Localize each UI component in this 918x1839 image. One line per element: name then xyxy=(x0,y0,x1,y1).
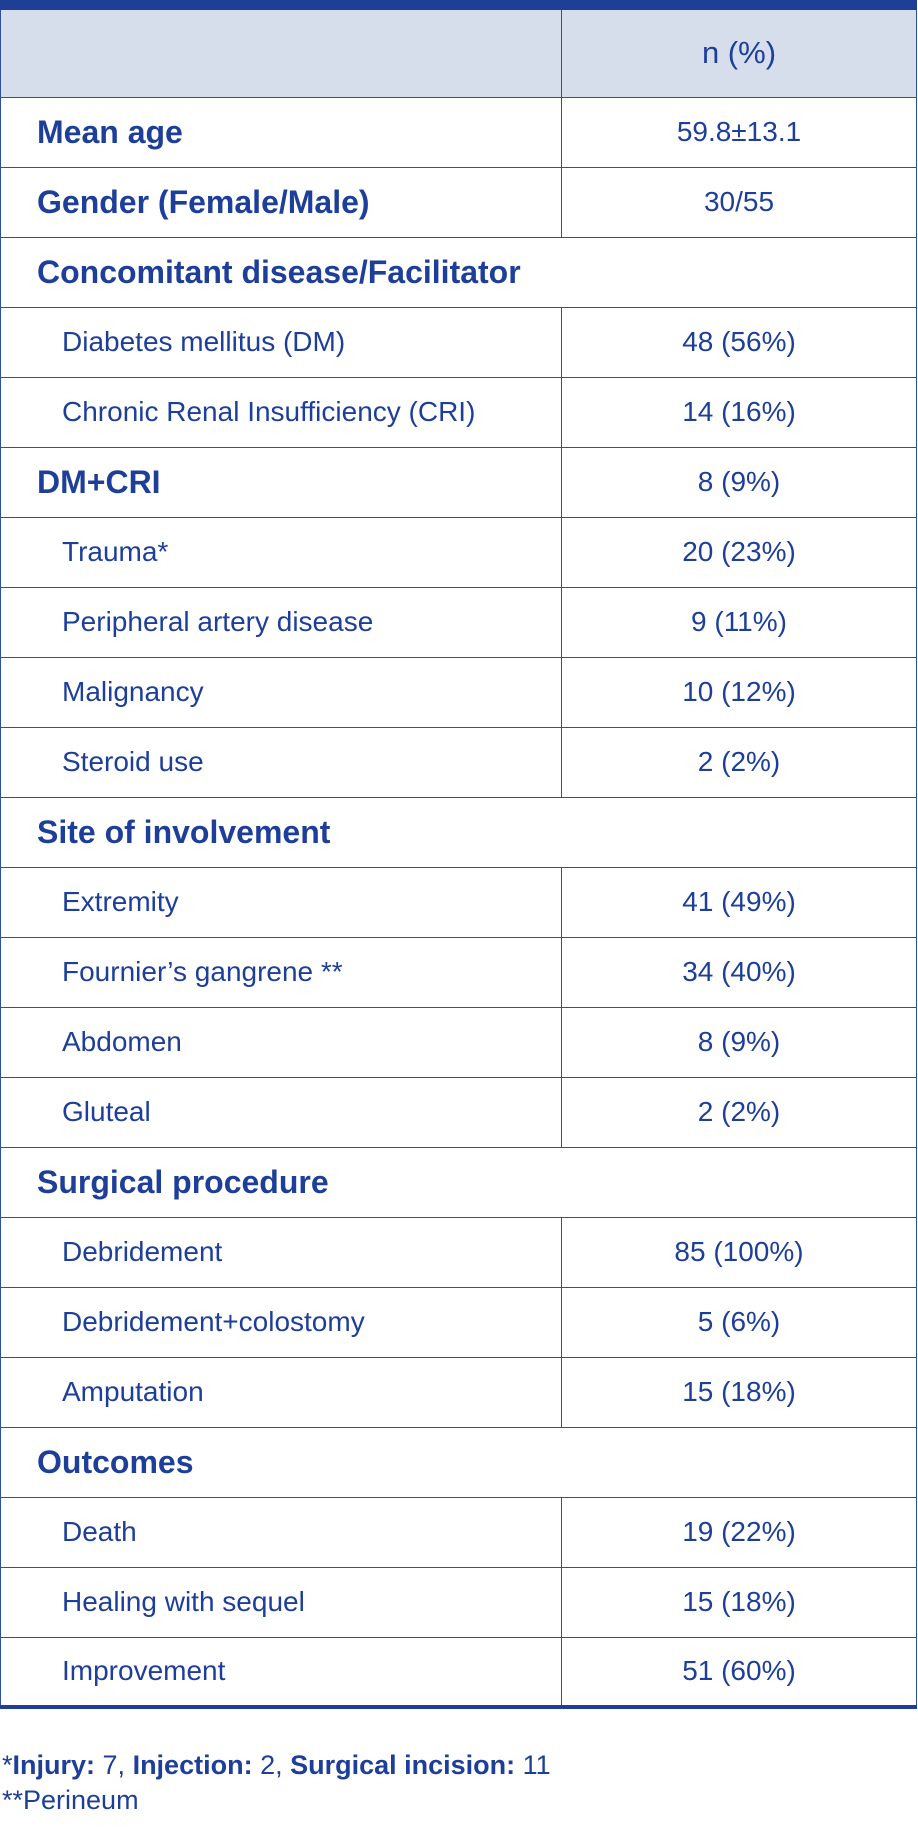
table-body xyxy=(1,97,917,1707)
table-row xyxy=(1,1077,917,1147)
table-row xyxy=(1,167,917,237)
footnote-injection-value: 2, xyxy=(252,1750,291,1780)
footnote-1-prefix: * xyxy=(2,1750,13,1780)
row-label: Steroid use xyxy=(1,727,562,797)
row-label: DM+CRI xyxy=(1,447,562,517)
table-row xyxy=(1,1637,917,1707)
row-value: 51 (60%) xyxy=(562,1637,917,1707)
row-value: 19 (22%) xyxy=(562,1497,917,1567)
row-label: Debridement xyxy=(1,1217,562,1287)
table-section-row xyxy=(1,797,917,867)
row-value: 85 (100%) xyxy=(562,1217,917,1287)
table-row xyxy=(1,1217,917,1287)
row-label: Gluteal xyxy=(1,1077,562,1147)
row-label: Gender (Female/Male) xyxy=(1,167,562,237)
footnote-2: **Perineum xyxy=(2,1785,139,1815)
table-section-row xyxy=(1,1147,917,1217)
row-label: Abdomen xyxy=(1,1007,562,1077)
table-row xyxy=(1,1007,917,1077)
row-label: Peripheral artery disease xyxy=(1,587,562,657)
row-value: 34 (40%) xyxy=(562,937,917,1007)
row-value: 8 (9%) xyxy=(562,1007,917,1077)
footnote-injury-value: 7, xyxy=(95,1750,133,1780)
table-row xyxy=(1,517,917,587)
row-value: 41 (49%) xyxy=(562,867,917,937)
row-label: Chronic Renal Insufficiency (CRI) xyxy=(1,377,562,447)
table-row xyxy=(1,937,917,1007)
row-label: Diabetes mellitus (DM) xyxy=(1,307,562,377)
row-value: 8 (9%) xyxy=(562,447,917,517)
row-label: Debridement+colostomy xyxy=(1,1287,562,1357)
table-row xyxy=(1,1287,917,1357)
row-label: Malignancy xyxy=(1,657,562,727)
row-value: 10 (12%) xyxy=(562,657,917,727)
table-row xyxy=(1,377,917,447)
table-row xyxy=(1,307,917,377)
row-label: Improvement xyxy=(1,1637,562,1707)
row-label: Mean age xyxy=(1,97,562,167)
section-heading: Concomitant disease/Facilitator xyxy=(1,237,917,307)
row-label: Fournier’s gangrene ** xyxy=(1,937,562,1007)
row-value: 2 (2%) xyxy=(562,1077,917,1147)
table-row xyxy=(1,727,917,797)
table-row xyxy=(1,657,917,727)
table-row xyxy=(1,97,917,167)
table-row xyxy=(1,587,917,657)
row-label: Trauma* xyxy=(1,517,562,587)
row-label: Healing with sequel xyxy=(1,1567,562,1637)
table-section-row xyxy=(1,1427,917,1497)
header-label-cell xyxy=(1,5,562,97)
row-value: 14 (16%) xyxy=(562,377,917,447)
row-label: Amputation xyxy=(1,1357,562,1427)
header-value-cell: n (%) xyxy=(562,5,917,97)
section-heading: Surgical procedure xyxy=(1,1147,917,1217)
row-label: Death xyxy=(1,1497,562,1567)
table-row xyxy=(1,1357,917,1427)
table-section-row xyxy=(1,237,917,307)
table-row xyxy=(1,447,917,517)
footnote-1 xyxy=(2,1748,551,1783)
section-heading: Site of involvement xyxy=(1,797,917,867)
row-value: 20 (23%) xyxy=(562,517,917,587)
row-value: 15 (18%) xyxy=(562,1567,917,1637)
row-value: 48 (56%) xyxy=(562,307,917,377)
row-value: 2 (2%) xyxy=(562,727,917,797)
section-heading: Outcomes xyxy=(1,1427,917,1497)
footnote-incision-value: 11 xyxy=(515,1750,551,1780)
table-row xyxy=(1,1497,917,1567)
table-header-row xyxy=(1,5,917,97)
table-row xyxy=(1,1567,917,1637)
footnotes xyxy=(2,1748,551,1818)
footnote-incision-label: Surgical incision: xyxy=(290,1750,516,1780)
row-value: 9 (11%) xyxy=(562,587,917,657)
table-row xyxy=(1,867,917,937)
row-value: 30/55 xyxy=(562,167,917,237)
footnote-injury-label: Injury: xyxy=(12,1750,96,1780)
row-value: 5 (6%) xyxy=(562,1287,917,1357)
footnote-injection-label: Injection: xyxy=(132,1750,253,1780)
row-value: 15 (18%) xyxy=(562,1357,917,1427)
row-label: Extremity xyxy=(1,867,562,937)
row-value: 59.8±13.1 xyxy=(562,97,917,167)
